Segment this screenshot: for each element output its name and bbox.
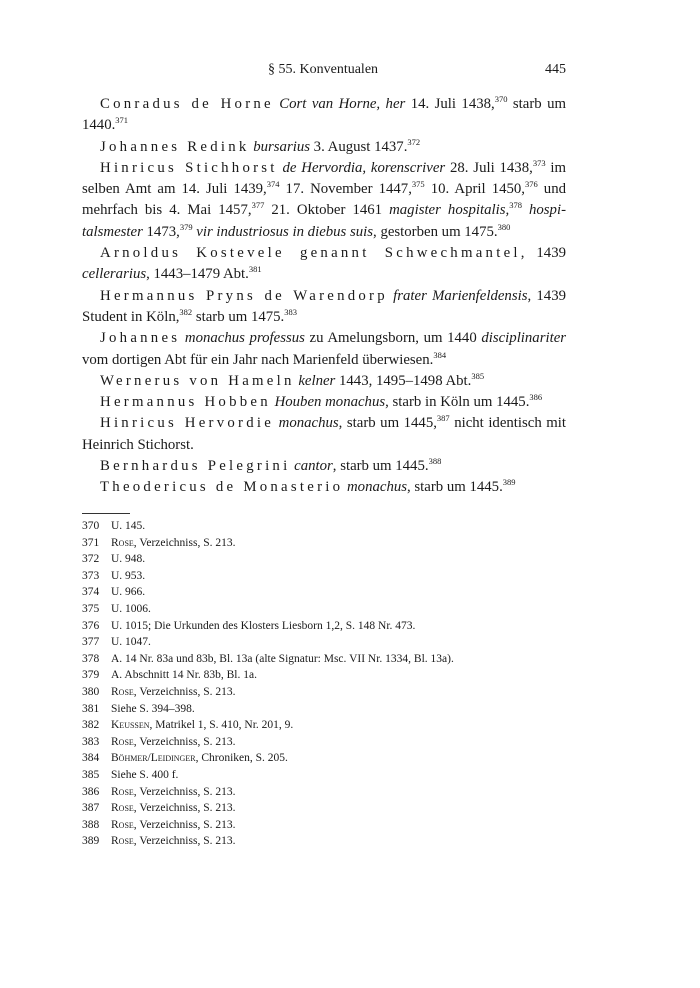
footnote-reference: 380 (497, 221, 511, 232)
footnote (82, 551, 454, 568)
footnote-number: 373 (82, 569, 100, 582)
text-run: U. 953. (111, 569, 146, 582)
page-number: 445 (545, 62, 566, 77)
footnote-reference: 374 (266, 179, 280, 190)
text-run: im selben Amt am 14. Juli 1439, (82, 159, 567, 198)
monk-entry (82, 328, 566, 371)
footnote (82, 667, 454, 684)
text-run: , gestorben um 1475. (373, 223, 498, 240)
footnote-reference: 371 (115, 115, 129, 126)
footnote-reference: 389 (502, 477, 516, 488)
footnote (82, 784, 454, 801)
footnote-number: 387 (82, 802, 100, 815)
footnote (82, 800, 454, 817)
italic-term: frater Marienfeldensis (393, 287, 528, 304)
monk-entry (82, 413, 566, 456)
footnote-number: 389 (82, 835, 100, 848)
text-run: , Verzeichniss, S. 213. (133, 818, 236, 831)
italic-term: bursarius (253, 138, 310, 155)
person-name: Hermannus Pryns de Warendorp (100, 287, 388, 304)
italic-term: vir industriosus in diebus suis (196, 223, 374, 240)
footnote (82, 634, 454, 651)
italic-term: monachus professus (184, 330, 305, 347)
running-title: § 55. Konventualen (268, 62, 379, 77)
footnote-number: 383 (82, 735, 100, 748)
text-run: 1473, (142, 223, 180, 240)
text-run: U. 966. (111, 586, 146, 599)
text-run: 10. April 1450, (424, 181, 525, 198)
footnote-number: 371 (82, 536, 100, 549)
text-run: starb um 1475. (192, 308, 285, 325)
text-run: vom dortigen Abt für ein Jahr nach Marienfeld überwiesen. (82, 351, 434, 368)
author-name: Böhmer/Leidinger (111, 752, 196, 765)
footnote-reference: 386 (529, 392, 543, 403)
footnote-separator (82, 513, 130, 514)
text-run: 3. August 1437. (309, 138, 408, 155)
text-run: A. Abschnitt 14 Nr. 83b, Bl. 1a. (111, 669, 257, 682)
italic-term: Cort van Horne, her (279, 96, 406, 112)
text-run: Siehe S. 394–398. (111, 702, 195, 715)
text-run: , starb in Köln um 1445. (385, 394, 530, 411)
monk-entry (82, 137, 566, 158)
author-name: Rose (111, 536, 134, 549)
footnote-reference: 382 (179, 307, 193, 318)
monk-entry (82, 286, 566, 329)
footnote-reference: 377 (251, 200, 265, 211)
footnote (82, 518, 454, 535)
text-run: U. 948. (111, 553, 146, 566)
footnote-number: 388 (82, 818, 100, 831)
footnote (82, 734, 454, 751)
footnote (82, 750, 454, 767)
text-run: , Verzeichniss, S. 213. (133, 785, 236, 798)
text-run: Siehe S. 400 f. (111, 768, 179, 781)
footnote (82, 568, 454, 585)
footnote-number: 374 (82, 586, 100, 599)
text-run: , Chroniken, S. 205. (195, 752, 288, 765)
person-name: Wernerus von Hameln (100, 372, 295, 389)
footnote-reference: 370 (494, 94, 508, 105)
footnote (82, 535, 454, 552)
author-name: Rose (111, 685, 134, 698)
footnote-number: 386 (82, 785, 100, 798)
footnote-number: 378 (82, 652, 100, 665)
footnote-reference: 375 (411, 179, 425, 190)
monk-entry (82, 477, 566, 498)
text-run: , 1439 Student in Köln, (82, 287, 566, 325)
footnote (82, 584, 454, 601)
text-run: , 1439 (520, 245, 566, 262)
author-name: Rose (111, 818, 134, 831)
page-header (0, 62, 700, 82)
footnote (82, 618, 454, 635)
footnote-reference: 385 (471, 370, 485, 381)
person-name: Hermannus Hobben (100, 394, 271, 411)
person-name: Theodericus de Monasterio (100, 479, 344, 496)
footnote-number: 377 (82, 636, 100, 649)
text-run: , Verzeichniss, S. 213. (133, 802, 236, 815)
person-name: Hinricus Stichhorst (100, 159, 278, 176)
footnote-reference: 383 (284, 307, 297, 318)
footnotes (82, 518, 454, 850)
person-name: Hinricus Hervordie (100, 415, 275, 432)
author-name: Keussen (111, 719, 150, 732)
footnote-number: 375 (82, 602, 100, 615)
footnote (82, 717, 454, 734)
text-run: U. 1015; Die Urkunden des Klosters Liesborn 1,2, S. 148 Nr. 473. (111, 619, 416, 632)
italic-term: cellerarius (82, 266, 147, 283)
text-run: und mehrfach bis 4. Mai 1457, (82, 181, 566, 219)
footnote-reference: 384 (433, 349, 447, 360)
italic-term: kelner (298, 372, 336, 389)
monk-entry (82, 456, 566, 477)
text-run: 14. Juli 1438, (405, 96, 495, 112)
main-text (82, 94, 566, 499)
footnote-reference: 372 (407, 136, 421, 147)
footnote-number: 379 (82, 669, 100, 682)
person-name: Johannes (100, 330, 181, 347)
text-run: , starb um 1445. (332, 458, 429, 475)
text-run: , 1443–1479 Abt. (146, 266, 249, 283)
person-name: Johannes Redink (100, 138, 250, 155)
footnote (82, 601, 454, 618)
footnote-reference: 381 (248, 264, 262, 275)
author-name: Rose (111, 735, 134, 748)
italic-term: disciplinariter (481, 330, 567, 347)
text-run: 17. November 1447, (279, 181, 412, 198)
text-run: 21. Oktober 1461 (264, 202, 390, 219)
text-run: , starb um 1445, (338, 415, 437, 432)
footnote (82, 817, 454, 834)
italic-term: cantor (294, 458, 333, 475)
monk-entry (82, 392, 566, 413)
footnote-reference: 387 (436, 413, 450, 424)
text-run: 28. Juli 1438, (445, 159, 533, 176)
footnote (82, 833, 454, 850)
italic-term: Houben monachus (274, 394, 386, 411)
monk-entry (82, 158, 566, 243)
text-run: , starb um 1445. (407, 479, 503, 496)
text-run: U. 1006. (111, 602, 151, 615)
text-run: starb um 1440. (82, 96, 566, 134)
footnote (82, 651, 454, 668)
text-run: , Matrikel 1, S. 410, Nr. 201, 9. (149, 719, 294, 732)
text-run (522, 202, 529, 218)
footnote-reference: 378 (509, 200, 522, 211)
text-run: nicht identisch mit Heinrich Stichorst. (82, 415, 567, 453)
italic-term: hospitalsmester (82, 202, 567, 240)
footnote-reference: 373 (532, 157, 546, 168)
monk-entry (82, 243, 566, 286)
monk-entry (82, 94, 566, 137)
author-name: Rose (111, 835, 134, 848)
footnote-reference: 388 (428, 456, 442, 467)
author-name: Rose (111, 802, 134, 815)
footnote-number: 376 (82, 619, 100, 632)
footnote-number: 384 (82, 752, 100, 765)
person-name: Conradus de Horne (100, 96, 274, 112)
text-run: , Verzeichniss, S. 213. (133, 536, 236, 549)
footnote-number: 382 (82, 719, 100, 732)
footnote (82, 701, 454, 718)
monk-entry (82, 371, 566, 392)
footnote-number: 370 (82, 520, 100, 532)
text-run: zu Amelungsborn, um 1440 (304, 330, 482, 347)
footnote-number: 372 (82, 553, 100, 566)
text-run: , Verzeichniss, S. 213. (133, 735, 236, 748)
footnote-number: 381 (82, 702, 100, 715)
footnote-reference: 376 (525, 179, 538, 190)
text-run: U. 1047. (111, 636, 151, 649)
footnote (82, 684, 454, 701)
text-run: 1443, 1495–1498 Abt. (335, 372, 472, 389)
footnote-number: 385 (82, 768, 100, 781)
italic-term: de Hervordia, korenscriver (282, 159, 446, 176)
person-name: Arnoldus Kostevele genannt Schwechmantel (100, 245, 521, 262)
italic-term: monachus (278, 415, 339, 432)
text-run: , Verzeichniss, S. 213. (133, 835, 236, 848)
footnote (82, 767, 454, 784)
footnote-reference: 379 (179, 221, 193, 232)
person-name: Bernhardus Pelegrini (100, 458, 291, 475)
author-name: Rose (111, 785, 134, 798)
text-run: U. 145. (111, 520, 146, 532)
footnote-number: 380 (82, 685, 100, 698)
text-run: , Verzeichniss, S. 213. (133, 685, 236, 698)
italic-term: magister hospitalis, (389, 202, 510, 219)
text-run: A. 14 Nr. 83a und 83b, Bl. 13a (alte Signatur: Msc. VII Nr. 1334, Bl. 13a). (111, 652, 454, 665)
italic-term: monachus (347, 479, 408, 496)
